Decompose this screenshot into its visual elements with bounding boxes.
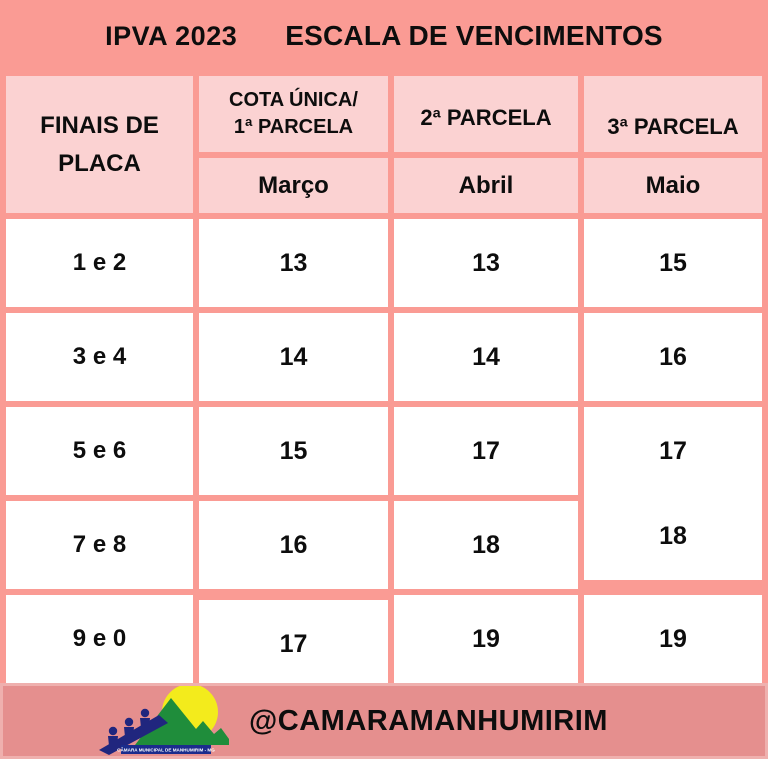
social-handle: @CAMARAMANHUMIRIM	[249, 704, 608, 737]
plate-cell: 7 e 8	[6, 501, 193, 589]
plate-cell: 3 e 4	[6, 313, 193, 401]
value-cell: 17	[584, 407, 762, 495]
column-header-3a-parcela: 3ª PARCELA	[584, 76, 762, 152]
column-header-2a-parcela: 2ª PARCELA	[394, 76, 578, 152]
value-cell: 15	[584, 219, 762, 307]
value-cell: 16	[199, 501, 388, 589]
month-header-marco: Março	[199, 158, 388, 213]
value-cell: 16	[584, 313, 762, 401]
column-header-line1: COTA ÚNICA/	[229, 89, 358, 111]
logo-caption: CÂMARA MUNICIPAL DE MANHUMIRIM - MG	[117, 747, 215, 753]
value-cell: 18	[394, 501, 578, 589]
plate-cell: 9 e 0	[6, 595, 193, 683]
page-title-ipva: IPVA 2023	[105, 20, 238, 51]
footer-bar	[0, 683, 768, 759]
value-cell: 13	[199, 219, 388, 307]
value-cell: 19	[584, 595, 762, 683]
value-cell: 18	[584, 492, 762, 580]
title-bar	[0, 0, 768, 72]
value-cell: 17	[394, 407, 578, 495]
column-header-cota-unica	[199, 76, 388, 152]
value-cell: 17	[199, 600, 388, 688]
value-cell: 14	[394, 313, 578, 401]
month-header-abril: Abril	[394, 158, 578, 213]
plate-cell: 1 e 2	[6, 219, 193, 307]
plate-cell: 5 e 6	[6, 407, 193, 495]
page-title-escala: ESCALA DE VENCIMENTOS	[285, 20, 663, 51]
month-header-maio: Maio	[584, 158, 762, 213]
camara-manhumirim-logo-icon	[95, 686, 235, 756]
value-cell: 14	[199, 313, 388, 401]
value-cell: 19	[394, 595, 578, 683]
value-cell: 13	[394, 219, 578, 307]
corner-header-finais-de-placa: FINAIS DE PLACA	[6, 76, 193, 213]
vencimentos-table	[6, 76, 762, 683]
column-header-line2: 1ª PARCELA	[233, 116, 354, 138]
value-cell: 15	[199, 407, 388, 495]
